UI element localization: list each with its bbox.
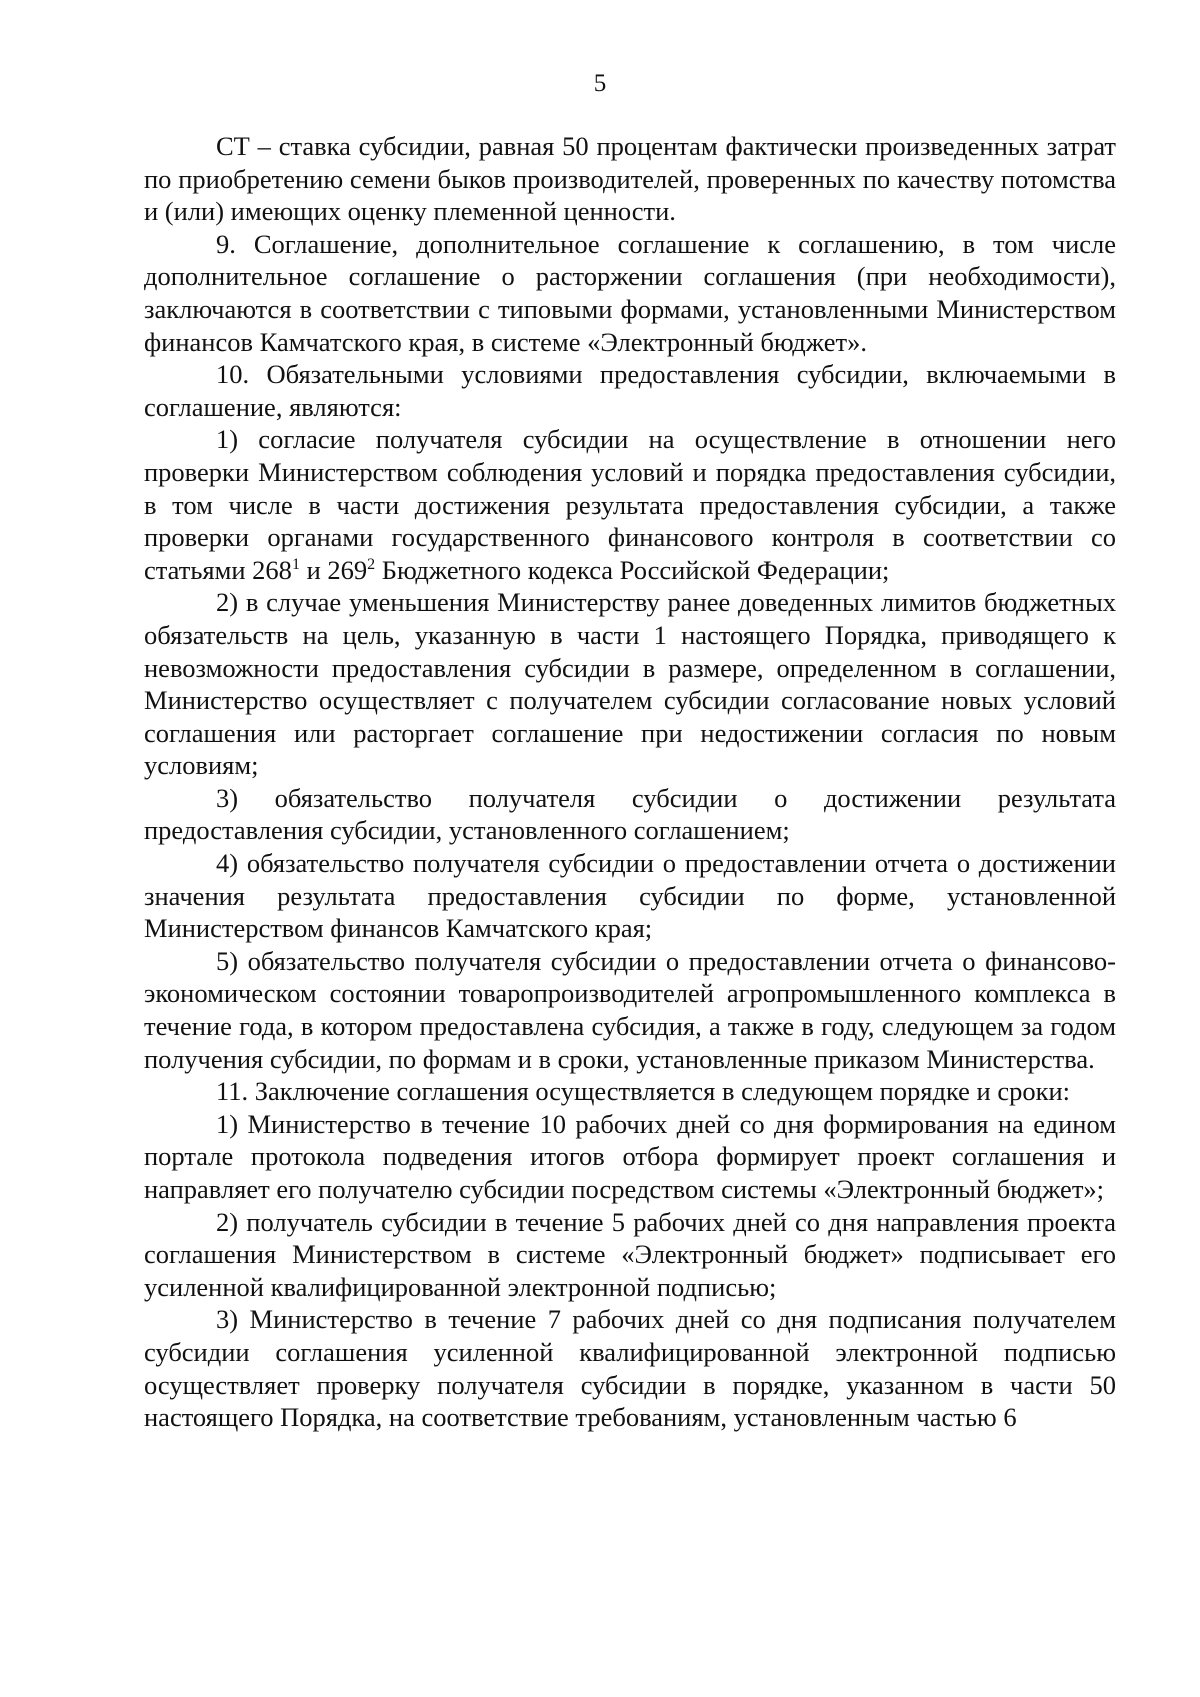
superscript: 2 <box>367 555 376 573</box>
paragraph-10: 10. Обязательными условиями предоставления субсидии, включаемыми в соглашение, являются: <box>144 359 1116 422</box>
superscript: 1 <box>291 555 300 573</box>
paragraph-st-rate: СТ – ставка субсидии, равная 50 процентам фактически произведенных затрат по приобретению семени быков производителей, проверенных по качеству потомства и (или) имеющих оценку племенной ценности. <box>144 131 1116 227</box>
paragraph-10-item-4: 4) обязательство получателя субсидии о предоставлении отчета о достижении значения результата предоставления субсидии по форме, установленной Министерством финансов Камчатского края; <box>144 848 1116 944</box>
paragraph-9: 9. Соглашение, дополнительное соглашение к соглашению, в том числе дополнительное соглашение о расторжении соглашения (при необходимости), заключаются в соответствии с типовыми формами, установленными Министерством финансов Камчатского края, в системе «Электронный бюджет». <box>144 228 1116 357</box>
paragraph-10-item-3: 3) обязательство получателя субсидии о достижении результата предоставления субсидии, установленного соглашением; <box>144 782 1116 846</box>
paragraph-text: Бюджетного кодекса Российской Федерации; <box>375 554 890 585</box>
paragraph-11-item-2: 2) получатель субсидии в течение 5 рабочих дней со дня направления проекта соглашения Министерством в системе «Электронный бюджет» подписывает его усиленной квалифицированной электронной подписью; <box>144 1206 1116 1302</box>
paragraph-10-item-1 <box>144 423 1116 586</box>
paragraph-10-item-2: 2) в случае уменьшения Министерству ранее доведенных лимитов бюджетных обязательств на цель, указанную в части 1 настоящего Порядка, приводящего к невозможности предоставления субсидии в размере, определенном в соглашении, Министерство осуществляет с получателем субсидии согласование новых условий соглашения или расторгает соглашение при недостижении согласия по новым условиям; <box>144 587 1116 781</box>
paragraph-text: 1) согласие получателя субсидии на осуществление в отношении него проверки Министерством соблюдения условий и порядка предоставления субсидии, в том числе в части достижения результата предоставления субсидии, а также проверки органами государственного финансового контроля в соответствии со статьями 268 <box>144 424 1116 585</box>
paragraph-11-item-1: 1) Министерство в течение 10 рабочих дней со дня формирования на едином портале протокола подведения итогов отбора формирует проект соглашения и направляет его получателю субсидии посредством системы «Электронный бюджет»; <box>144 1108 1116 1204</box>
paragraph-11-item-3: 3) Министерство в течение 7 рабочих дней со дня подписания получателем субсидии соглашения усиленной квалифицированной электронной подписью осуществляет проверку получателя субсидии в порядке, указанном в части 50 настоящего Порядка, на соответствие требованиям, установленным частью 6 <box>144 1304 1116 1433</box>
paragraph-11: 11. Заключение соглашения осуществляется в следующем порядке и сроки: <box>216 1076 1071 1107</box>
page-number: 5 <box>593 70 607 97</box>
paragraph-text: и 269 <box>299 554 368 585</box>
paragraph-10-item-5: 5) обязательство получателя субсидии о предоставлении отчета о финансово-экономическом состоянии товаропроизводителей агропромышленного комплекса в течение года, в котором предоставлена субсидия, а также в году, следующем за годом получения субсидии, по формам и в сроки, установленные приказом Министерства. <box>144 945 1116 1074</box>
document-body <box>144 130 1116 1434</box>
